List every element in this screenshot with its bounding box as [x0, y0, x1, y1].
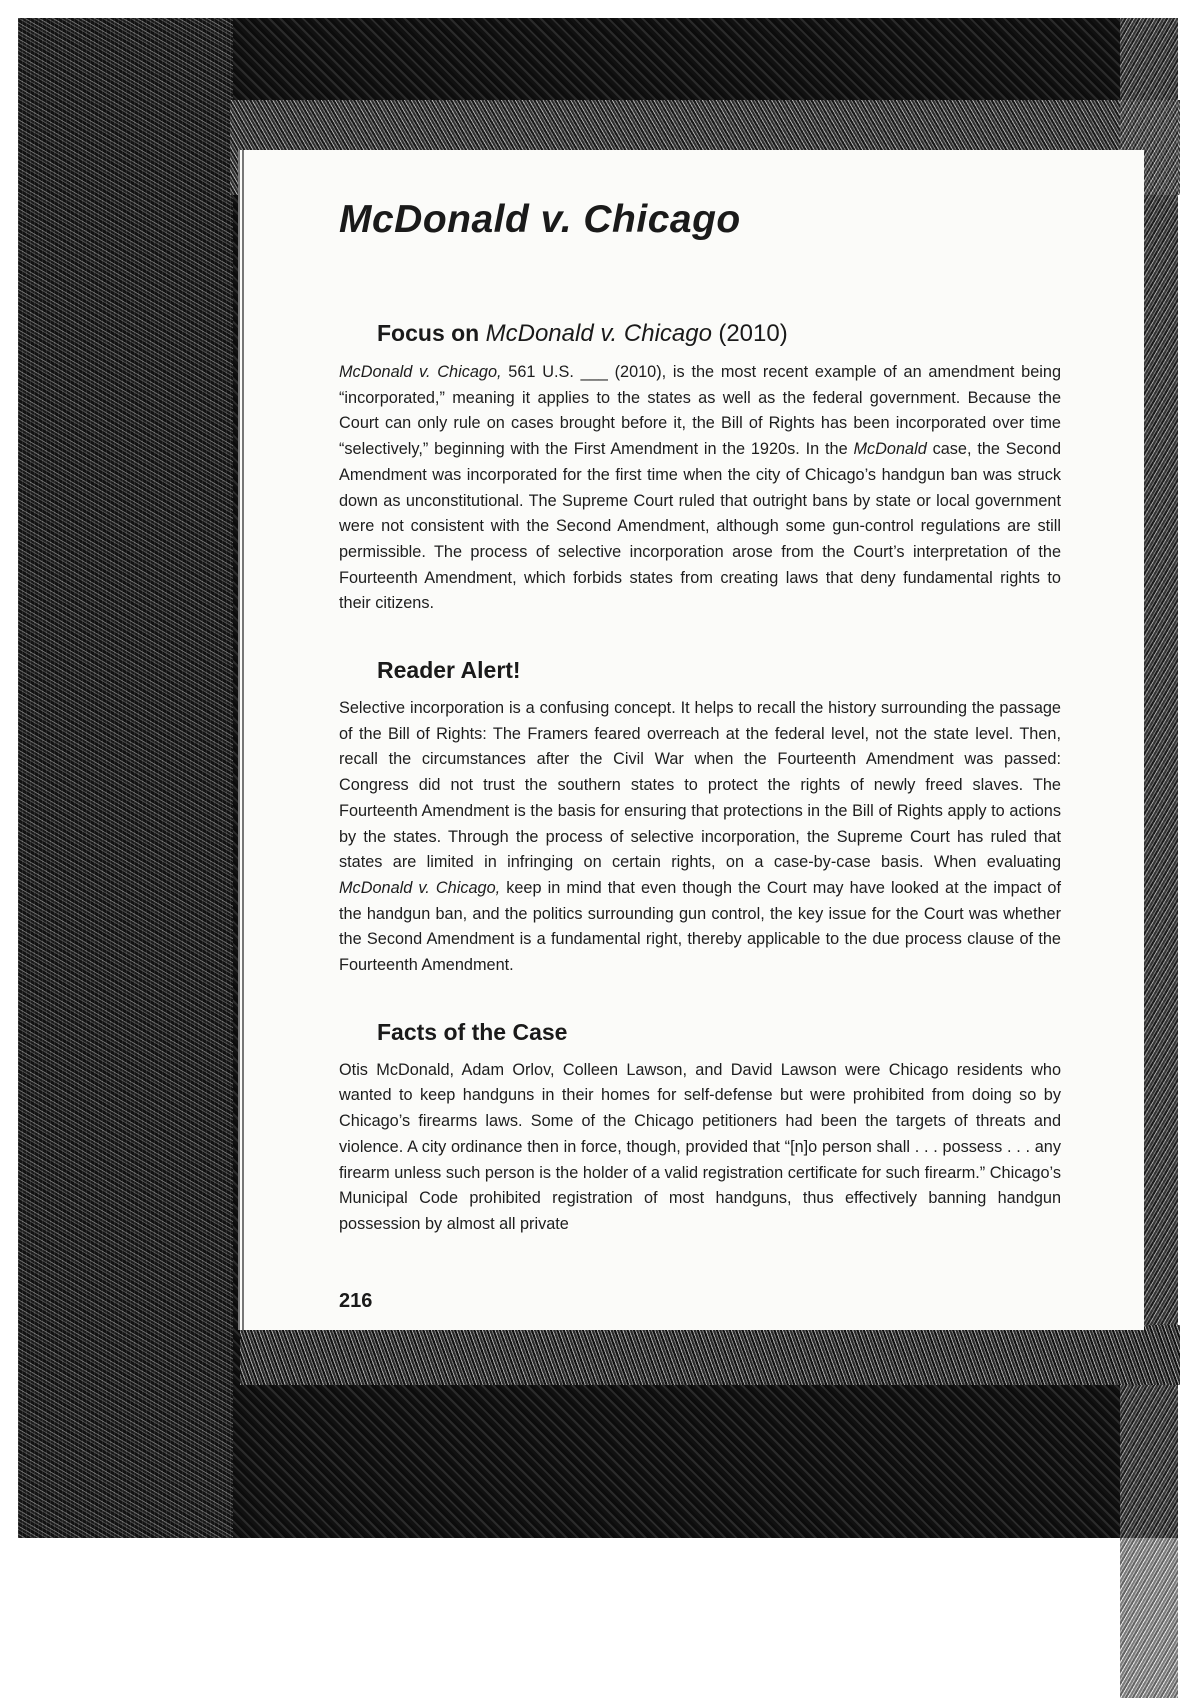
focus-heading-year: (2010)	[718, 320, 788, 347]
scan-edge-left	[18, 18, 233, 1538]
focus-case-name: McDonald	[853, 440, 927, 459]
focus-paragraph	[339, 360, 1061, 617]
section-heading-reader-alert: Reader Alert!	[377, 657, 521, 684]
reader-alert-case: McDonald v. Chicago,	[339, 878, 501, 897]
book-page	[238, 150, 1144, 1330]
reader-alert-text-1: Selective incorporation is a confusing concept. It helps to recall the history surrounding the passage of the Bill of Rights: The Framers feared overreach at the federal level, not the state level. Then, recall the circumstances after the Civil War when the Fourteenth Amendment was passed: Congress did not trust the southern states to protect the rights of newly freed slaves. The Fourteenth Amendment is the basis for ensuring that protections in the Bill of Rights apply to actions by the states. Through the process of selective incorporation, the Supreme Court has ruled that states are limited in infringing on certain rights, on a case-by-case basis. When evaluating	[339, 699, 1061, 872]
focus-heading-case: McDonald v. Chicago	[485, 320, 712, 347]
facts-paragraph: Otis McDonald, Adam Orlov, Colleen Lawson, and David Lawson were Chicago residents who wanted to keep handguns in their homes for self-defense but were prohibited from doing so by Chicago’s firearms laws. Some of the Chicago petitioners had been the targets of threats and violence. A city ordinance then in force, though, provided that “[n]o person shall . . . possess . . . any firearm unless such person is the holder of a valid registration certificate for such firearm.” Chicago’s Municipal Code prohibited registration of most handguns, thus effectively banning handgun possession by almost all private	[339, 1060, 1061, 1233]
focus-text-2: case, the Second Amendment was incorporated for the first time when the city of Chicago’s handgun ban was struck down as unconstitutional. The Supreme Court ruled that outright bans by state or local government were not consistent with the Second Amendment, although some gun-control regulations are still permissible. The process of selective incorporation arose from the Court’s interpretation of the Fourteenth Amendment, which forbids states from creating laws that deny fundamental rights to their citizens.	[339, 440, 1062, 613]
reader-alert-paragraph	[339, 696, 1061, 979]
scan-edge-bottom	[240, 1325, 1180, 1385]
page-number: 216	[339, 1290, 373, 1312]
reader-alert-text-2: keep in mind that even though the Court may have looked at the impact of the handgun ban, and the politics surrounding gun control, the key issue for the Court was whether the Second Amendment is a fundamental right, thereby applicable to the due process clause of the Fourteenth Amendment.	[339, 878, 1061, 975]
focus-heading-prefix: Focus on	[377, 320, 480, 346]
page-content	[339, 198, 1061, 1278]
section-heading-facts: Facts of the Case	[377, 1018, 568, 1045]
focus-case-cite: McDonald v. Chicago,	[339, 363, 502, 381]
focus-text-1: 561 U.S. ___ (2010), is the most recent example of an amendment being “incorporated,” meaning it applies to the states as well as the federal government. Because the Court can only rule on cases brought before it, the Bill of Rights has been incorporated over time “selectively,” beginning with the First Amendment in the 1920s. In the	[339, 363, 1061, 459]
section-facts	[339, 1019, 1061, 1238]
section-heading-focus	[377, 320, 1061, 348]
section-focus	[339, 320, 1061, 617]
section-reader-alert	[339, 657, 1061, 979]
page-title: McDonald v. Chicago	[339, 198, 741, 241]
